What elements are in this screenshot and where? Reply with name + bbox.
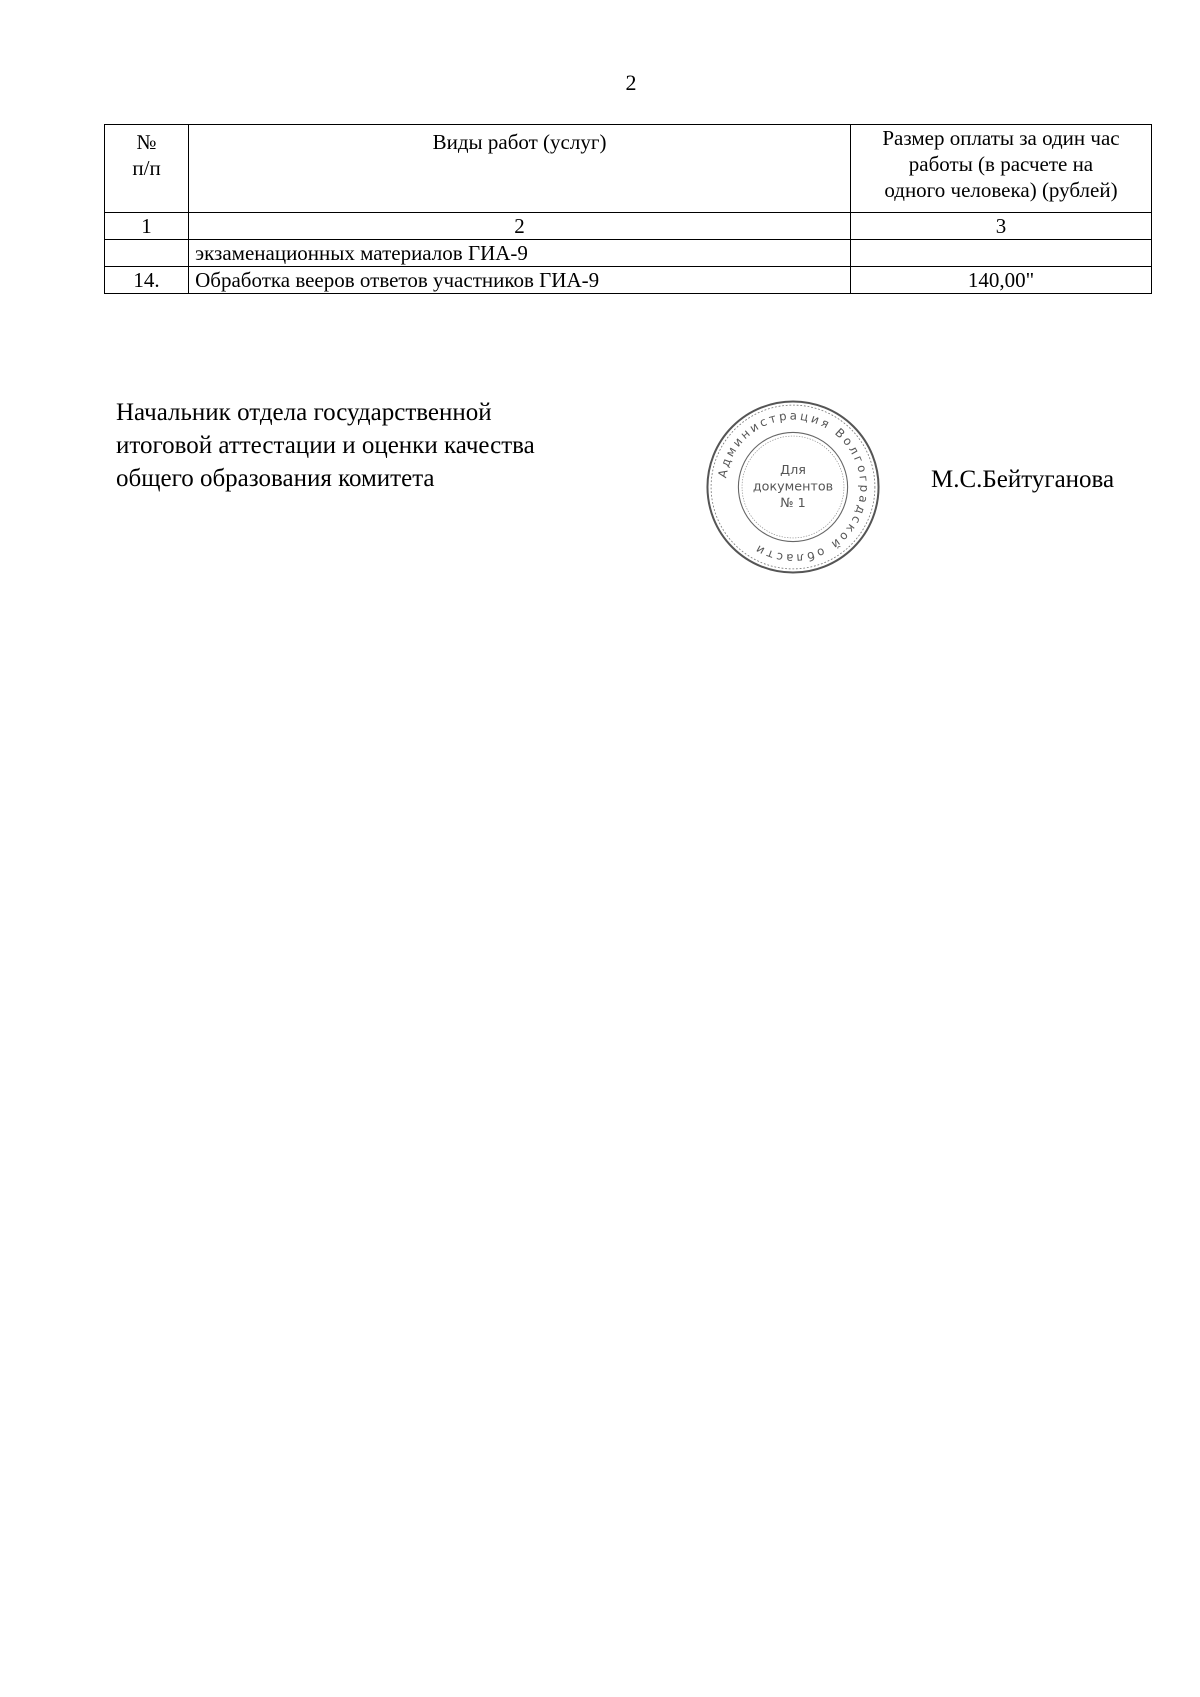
- row-work-cell: экзаменационных материалов ГИА-9: [189, 240, 851, 267]
- page-number: 2: [625, 70, 637, 95]
- seal-center-line: Для: [780, 463, 806, 479]
- column-index-cell: 2: [189, 213, 851, 240]
- row-number-cell: [105, 240, 189, 267]
- column-index-cell: 3: [850, 213, 1151, 240]
- seal-center-line: документов: [752, 479, 834, 495]
- signatory-name: М.С.Бейтуганова: [931, 466, 1115, 493]
- row-work-cell: Обработка вееров ответов участников ГИА-9: [189, 267, 851, 294]
- header-rate-line: одного человека) (рублей): [884, 178, 1118, 202]
- position-line: общего образования комитета: [116, 465, 435, 492]
- seal-center-line: № 1: [780, 496, 806, 512]
- row-rate-cell: [850, 240, 1151, 267]
- table-header-row: [105, 125, 1152, 213]
- row-rate-cell: 140,00": [850, 267, 1151, 294]
- column-index-cell: 1: [105, 213, 189, 240]
- column-index-row: [105, 213, 1152, 240]
- official-seal: [702, 396, 884, 578]
- header-rate-line: Размер оплаты за один час: [882, 126, 1120, 150]
- row-number-cell: 14.: [105, 267, 189, 294]
- header-rate-cell: [850, 125, 1151, 213]
- header-number-cell: [105, 125, 189, 213]
- header-number-abbr: п/п: [132, 156, 161, 180]
- table-row: [105, 267, 1152, 294]
- position-line: Начальник отдела государственной: [116, 399, 492, 426]
- rates-table: [104, 124, 1152, 294]
- seal-ring-text: Администрация Волгоградской области: [715, 408, 872, 566]
- signatory-position: [116, 396, 535, 495]
- header-rate-line: работы (в расчете на: [908, 152, 1094, 176]
- table-row: [105, 240, 1152, 267]
- header-work-type-cell: Виды работ (услуг): [189, 125, 851, 213]
- position-line: итоговой аттестации и оценки качества: [116, 432, 535, 459]
- header-number-symbol: №: [136, 130, 157, 154]
